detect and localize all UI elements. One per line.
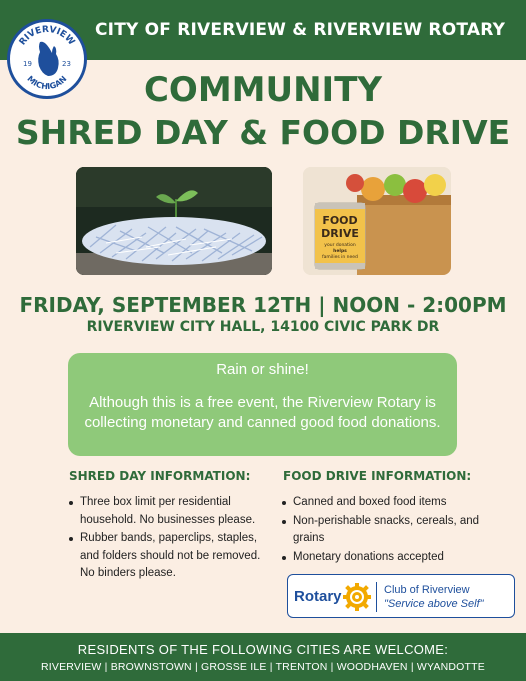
list-item: Three box limit per residential household. No businesses please. (66, 494, 266, 529)
event-date-time: FRIDAY, SEPTEMBER 12TH | NOON - 2:00PM (19, 293, 507, 317)
food-drive-photo (303, 167, 451, 275)
shred-info-list (66, 494, 266, 584)
organizers-title: CITY OF RIVERVIEW & RIVERVIEW ROTARY (95, 20, 506, 40)
rotary-wheel-icon (342, 582, 372, 612)
shred-info-heading: SHRED DAY INFORMATION: (69, 469, 251, 483)
can-subtext-2: helps (333, 249, 347, 254)
list-item: Canned and boxed food items (279, 494, 484, 512)
seal-bottom-text: MICHIGAN (25, 74, 69, 92)
seal-year-right: 23 (62, 60, 71, 68)
title-shred-food: SHRED DAY & FOOD DRIVE (15, 113, 511, 152)
footer-cities-list: RIVERVIEW | BROWNSTOWN | GROSSE ILE | TRENTON | WOODHAVEN | WYANDOTTE (41, 661, 485, 673)
list-item: Monetary donations accepted (279, 549, 484, 567)
rotary-club-name: Club of Riverview (384, 584, 470, 596)
can-subtext-3: families in need (322, 255, 358, 260)
footer-band (0, 633, 526, 681)
seal-top-text: RIVERVIEW (17, 24, 77, 48)
rotary-club-logo (287, 574, 515, 618)
can-subtext-1: your donation (324, 243, 356, 248)
rain-or-shine-text: Rain or shine! (216, 361, 309, 378)
can-label-drive: DRIVE (321, 227, 359, 240)
svg-text:RIVERVIEW (18, 25, 77, 48)
list-item: Rubber bands, paperclips, staples, and folders should not be removed. No binders please. (66, 530, 266, 583)
event-location: RIVERVIEW CITY HALL, 14100 CIVIC PARK DR (86, 319, 440, 335)
rotary-wordmark: Rotary (294, 588, 342, 605)
donation-notice-text: Although this is a free event, the Riverview Rotary is collecting monetary and canned good food donations. (84, 394, 441, 431)
title-community: COMMUNITY (143, 70, 383, 110)
shredded-paper-photo (76, 167, 272, 275)
rotary-motto: "Service above Self" (384, 598, 484, 610)
donation-notice-box (68, 353, 457, 456)
can-label-food: FOOD (322, 214, 358, 227)
rotary-divider (376, 582, 377, 612)
seal-year-left: 19 (23, 60, 32, 68)
list-item: Non-perishable snacks, cereals, and grains (279, 513, 484, 548)
food-info-list (279, 494, 484, 567)
food-info-heading: FOOD DRIVE INFORMATION: (283, 469, 472, 483)
footer-welcome-text: RESIDENTS OF THE FOLLOWING CITIES ARE WELCOME: (77, 642, 449, 657)
